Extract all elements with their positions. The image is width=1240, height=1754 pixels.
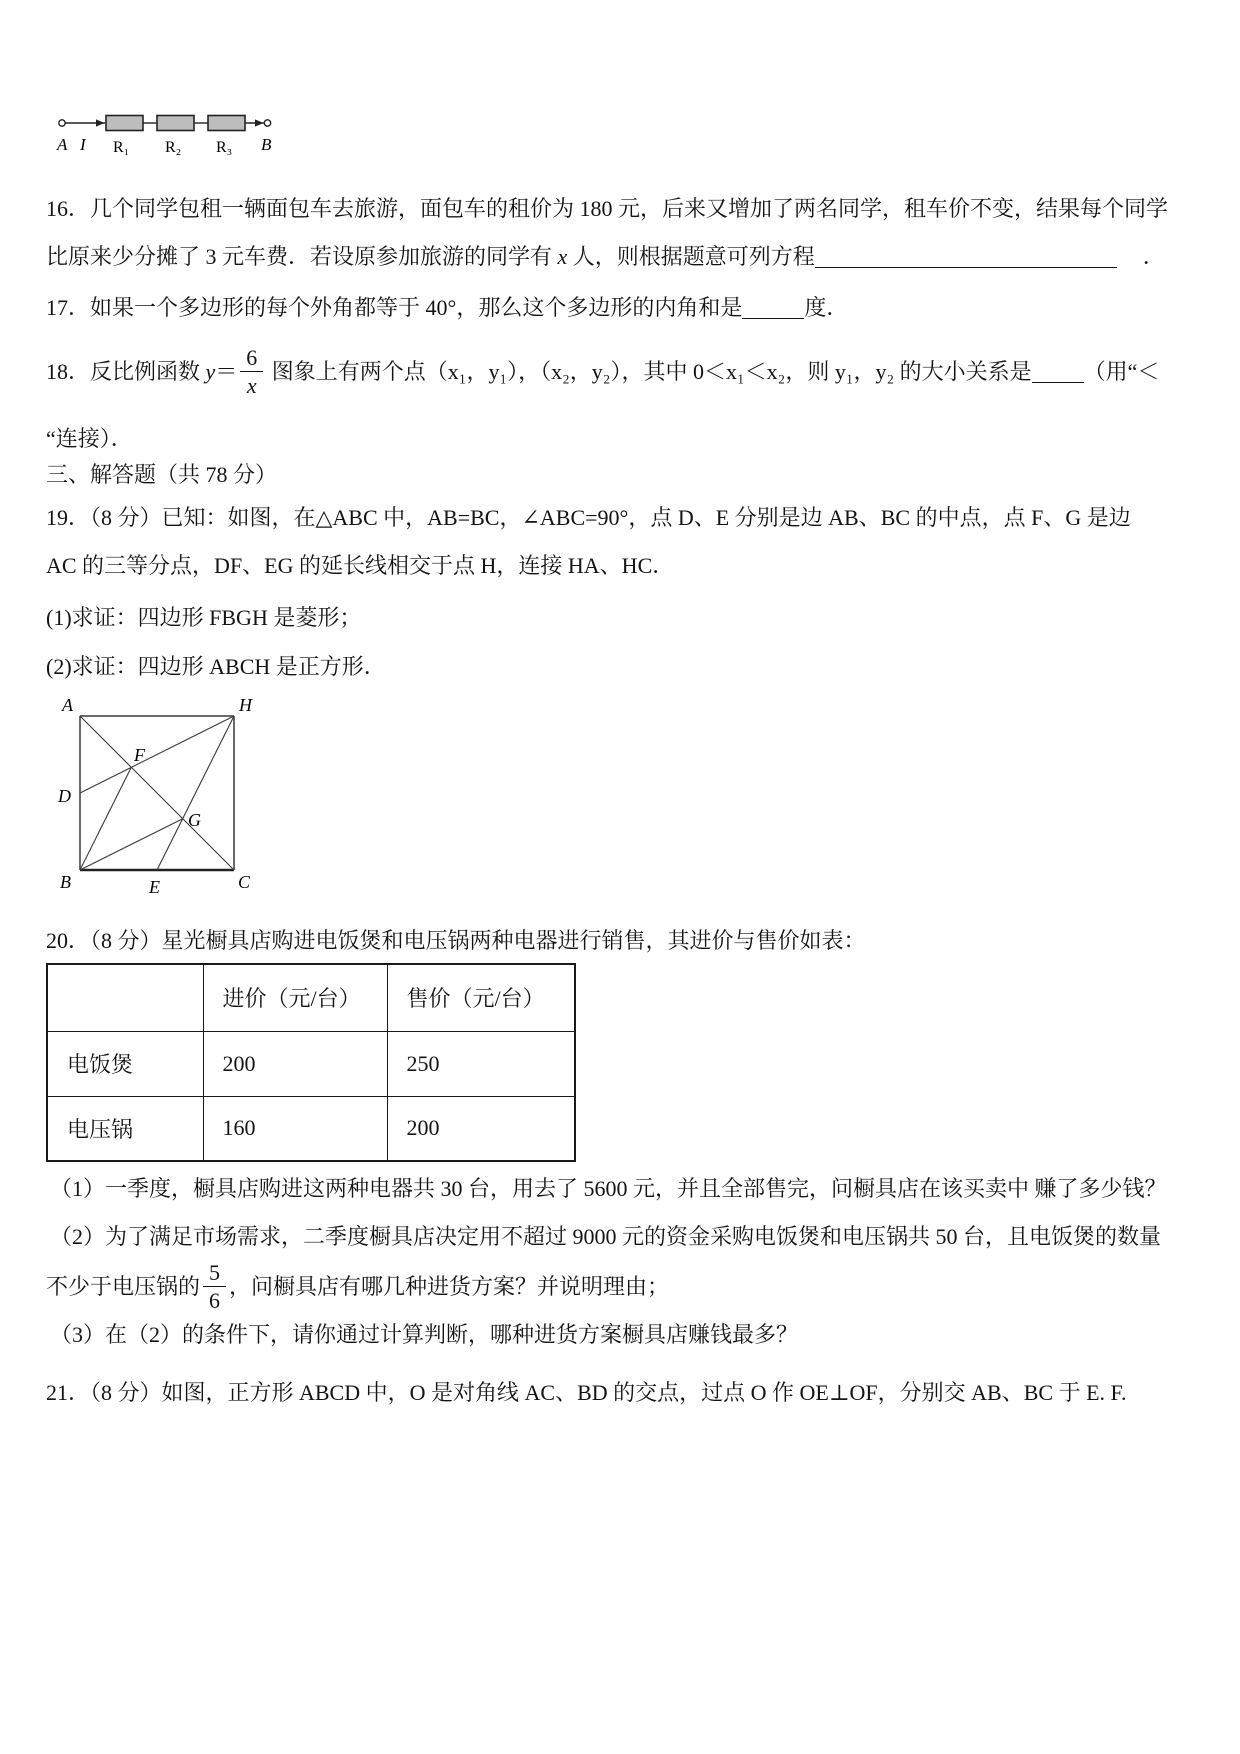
point-label-a: A (62, 695, 73, 715)
q16-text: 比原来少分摊了 3 元车费．若设原参加旅游的同学有 (46, 244, 558, 269)
table-header-sale-price: 售价（元/台） (387, 964, 575, 1031)
q17-answer-blank (742, 296, 804, 319)
q16-text-2: 人，则根据题意可列方程 (567, 244, 815, 269)
question-17 (46, 291, 1200, 324)
q17-angle-value: 40° (425, 295, 457, 320)
q18-equals: ＝ (215, 358, 238, 384)
q20-text: 不少于电压锅的 (46, 1273, 201, 1299)
point-label-f: F (134, 745, 145, 765)
resistor-r3-box (208, 116, 245, 131)
question-19-line-2: AC 的三等分点，DF、EG 的延长线相交于点 H，连接 HA、HC． (46, 553, 675, 578)
label-r2: R₂ (165, 139, 182, 156)
point-label-h: H (239, 695, 252, 715)
question-18-line-2: “连接）． (46, 426, 133, 451)
question-20-intro: 20．（8 分）星光橱具店购进电饭煲和电压锅两种电器进行销售，其进价与售价如表： (46, 928, 866, 953)
fraction-denominator: x (246, 372, 257, 398)
price-table (46, 963, 576, 1162)
row-label-pressure-cooker: 电压锅 (47, 1096, 203, 1161)
question-20-part-2-line-2 (46, 1248, 1200, 1324)
fraction-6-over-x (240, 344, 263, 399)
q18-variable-y: y (205, 358, 216, 384)
table-header-purchase-price: 进价（元/台） (203, 964, 387, 1031)
point-label-d: D (58, 786, 71, 806)
question-16-line-2 (46, 240, 1200, 273)
q18-answer-blank (1032, 360, 1084, 383)
point-label-c: C (238, 872, 251, 892)
terminal-b-dot (264, 120, 270, 126)
q18-text: 18．反比例函数 (46, 358, 206, 384)
q17-text-2: ，那么这个多边形的内角和是 (456, 295, 743, 320)
table-header-row (47, 964, 575, 1031)
series-circuit-figure (55, 106, 275, 158)
label-r1: R₁ (113, 139, 130, 156)
fraction-5-over-6 (203, 1259, 226, 1314)
line-dfh (80, 716, 234, 793)
table-row (47, 1031, 575, 1096)
question-18-line-1 (46, 333, 1200, 409)
q16-period: ． (1142, 244, 1165, 269)
current-arrow (96, 119, 105, 126)
line-bg (80, 819, 183, 870)
q18-text-2: 图象上有两个点（x₁，y₁），（x₂，y₂），其中 0＜x₁＜x₂，则 y₁，y₂ 的大小关系是 (266, 358, 1032, 384)
question-20-part-2-line-1: （2）为了满足市场需求，二季度橱具店决定用不超过 9000 元的资金采购电饭煲和电压锅共 50 台，且电饭煲的数量 (50, 1224, 1162, 1249)
question-16-line-1: 16．几个同学包租一辆面包车去旅游，面包车的租价为 180 元，后来又增加了两名同学，租车价不变，结果每个同学 (46, 196, 1169, 221)
table-corner-cell (47, 964, 203, 1031)
diagonal-ac (80, 716, 234, 870)
q20-text-2: ，问橱具店有哪几种进货方案？并说明理由； (229, 1273, 670, 1299)
row-label-rice-cooker: 电饭煲 (47, 1031, 203, 1096)
fraction-numerator: 5 (203, 1259, 226, 1287)
q17-text-3: 度． (804, 295, 849, 320)
question-19-part-2: (2)求证：四边形 ABCH 是正方形． (46, 654, 386, 679)
question-20-part-1: （1）一季度，橱具店购进这两种电器共 30 台，用去了 5600 元，并且全部售完，问橱具店在该买卖中 赚了多少钱？ (50, 1176, 1167, 1201)
fraction-denominator: 6 (209, 1287, 221, 1313)
label-i: I (80, 135, 86, 154)
line-bf (80, 767, 131, 870)
question-20-part-3: （3）在（2）的条件下，请你通过计算判断，哪种进货方案橱具店赚钱最多？ (50, 1322, 799, 1347)
point-label-b: B (60, 872, 71, 892)
rice-cooker-sale-price: 250 (387, 1031, 575, 1096)
rice-cooker-purchase-price: 200 (203, 1031, 387, 1096)
q17-text: 17．如果一个多边形的每个外角都等于 (46, 295, 426, 320)
q16-variable-x: x (557, 244, 568, 269)
resistor-r2-box (157, 116, 194, 131)
label-r3: R₃ (216, 139, 233, 156)
geometry-figure-square-abhc (50, 690, 262, 898)
current-arrow-right (255, 119, 264, 126)
section-3-heading: 三、解答题（共 78 分） (46, 462, 278, 487)
q16-answer-blank (815, 245, 1117, 268)
pressure-cooker-sale-price: 200 (387, 1096, 575, 1161)
fraction-numerator: 6 (240, 344, 263, 372)
pressure-cooker-purchase-price: 160 (203, 1096, 387, 1161)
line-egh (157, 716, 234, 870)
question-19-part-1: (1)求证：四边形 FBGH 是菱形； (46, 605, 362, 630)
resistor-r1-box (106, 116, 143, 131)
label-a: A (57, 135, 68, 154)
terminal-a-dot (59, 120, 65, 126)
table-row (47, 1096, 575, 1161)
q18-text-3: （用“＜ (1083, 358, 1160, 384)
point-label-e: E (149, 877, 160, 897)
question-19-line-1: 19．（8 分）已知：如图，在△ABC 中，AB=BC，∠ABC=90°，点 D、E 分别是边 AB、BC 的中点，点 F、G 是边 (46, 505, 1131, 530)
label-b: B (261, 135, 272, 154)
question-21: 21．（8 分）如图，正方形 ABCD 中，O 是对角线 AC、BD 的交点，过点 O 作 OE⊥OF，分别交 AB、BC 于 E. F. (46, 1380, 1127, 1405)
point-label-g: G (188, 810, 201, 830)
